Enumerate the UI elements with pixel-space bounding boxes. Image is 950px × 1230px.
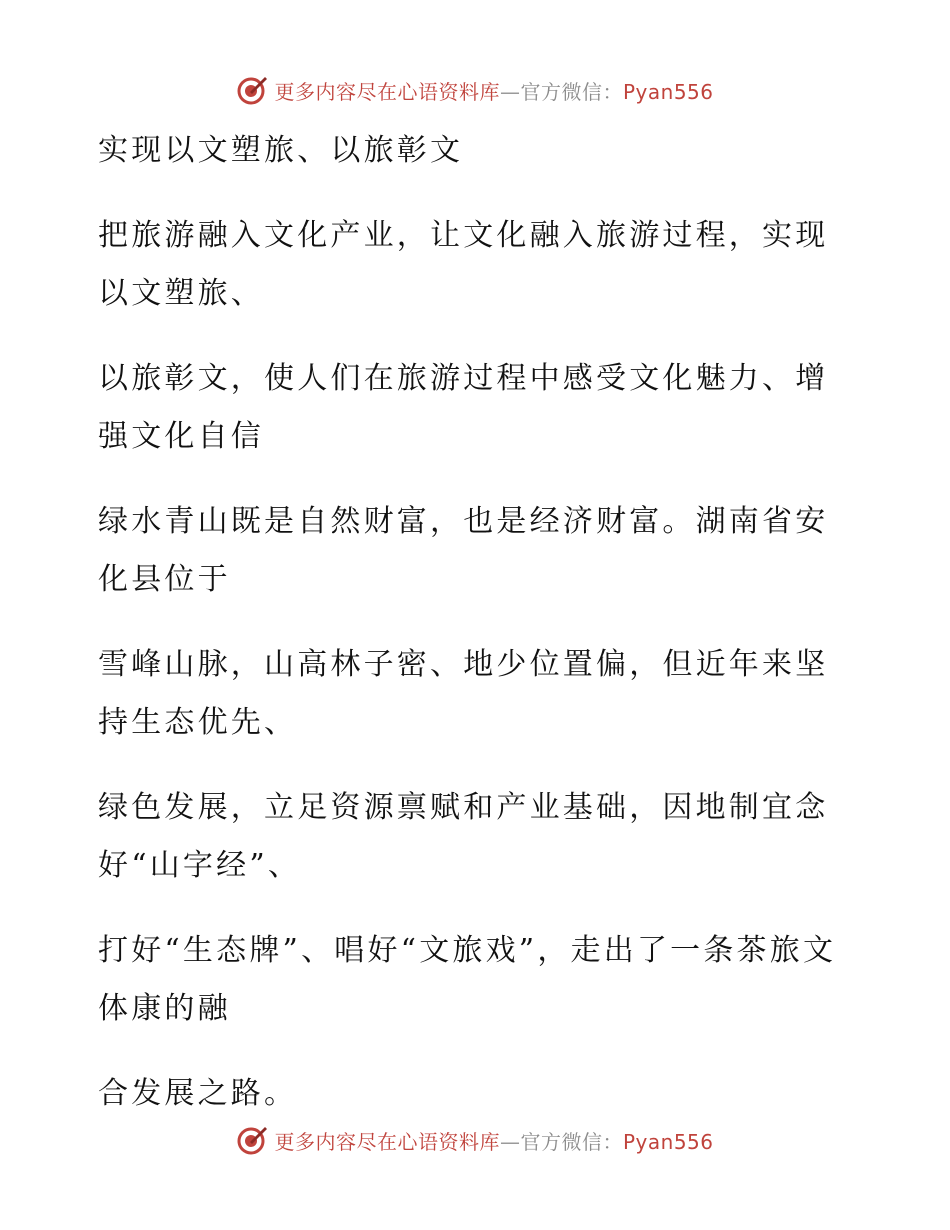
paragraph-5: 雪峰山脉，山高林子密、地少位置偏，但近年来坚持生态优先、	[98, 647, 829, 740]
watermark-id: Pyan556	[622, 1129, 714, 1154]
paragraph-7: 打好“生态牌”、唱好“文旅戏”，走出了一条茶旅文体康的融	[98, 933, 837, 1026]
paragraph-4: 绿水青山既是自然财富，也是经济财富。湖南省安化县位于	[98, 504, 829, 597]
quill-seal-icon	[236, 74, 268, 106]
watermark-label: 官方微信：	[520, 79, 623, 104]
paragraph-8: 合发展之路。	[98, 1076, 298, 1111]
paragraph-2: 把旅游融入文化产业，让文化融入旅游过程，实现以文塑旅、	[98, 218, 829, 311]
watermark-separator: —	[499, 79, 521, 104]
watermark-text: 更多内容尽在心语资料库	[274, 1129, 500, 1154]
header-watermark	[0, 70, 950, 110]
paragraph-3: 以旅彰文，使人们在旅游过程中感受文化魅力、增强文化自信	[98, 361, 829, 454]
quill-seal-icon	[236, 1124, 268, 1156]
watermark-separator: —	[499, 1129, 521, 1154]
watermark-text: 更多内容尽在心语资料库	[274, 79, 500, 104]
footer-watermark	[0, 1120, 950, 1160]
document-body	[98, 122, 838, 1150]
watermark-id: Pyan556	[622, 79, 714, 104]
paragraph-6: 绿色发展，立足资源禀赋和产业基础，因地制宜念好“山字经”、	[98, 790, 829, 883]
paragraph-1: 实现以文塑旅、以旅彰文	[98, 133, 464, 168]
watermark-label: 官方微信：	[520, 1129, 623, 1154]
